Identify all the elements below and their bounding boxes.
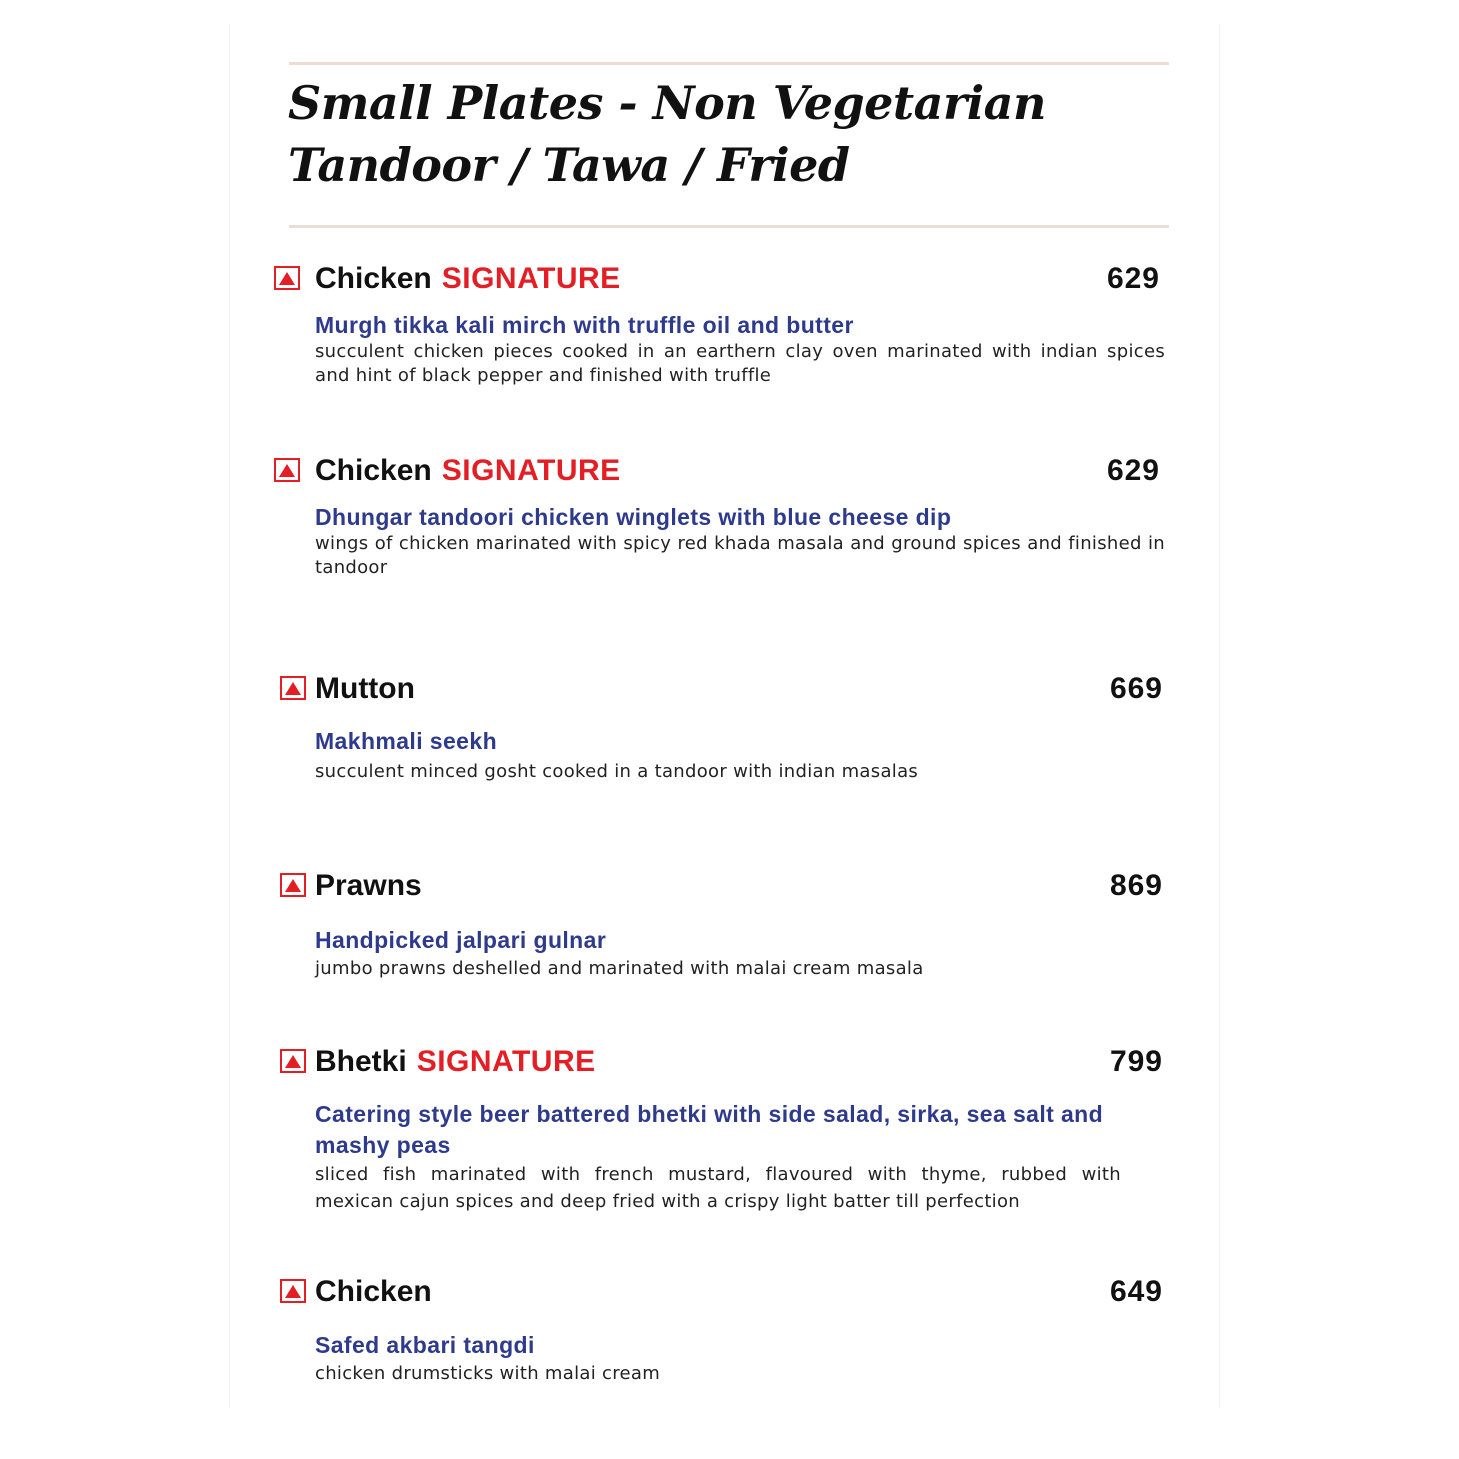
item-price: 649 xyxy=(1109,1275,1163,1308)
dish-name: Murgh tikka kali mirch with truffle oil and butter xyxy=(315,312,854,338)
category-label: Chicken xyxy=(315,454,432,487)
menu-item-header xyxy=(270,454,1170,494)
signature-badge: SIGNATURE xyxy=(441,454,621,487)
page-title-line-1: Small Plates - Non Vegetarian xyxy=(288,76,1046,130)
menu-item-header xyxy=(270,262,1170,302)
menu-item-header xyxy=(270,1045,1170,1085)
dish-name: Dhungar tandoori chicken winglets with blue cheese dip xyxy=(315,504,952,530)
category-label: Bhetki xyxy=(315,1045,407,1078)
item-category: Chicken xyxy=(315,1275,432,1308)
page-title-line-2: Tandoor / Tawa / Fried xyxy=(288,138,850,192)
non-veg-mark-icon xyxy=(274,266,300,290)
dish-description: succulent chicken pieces cooked in an earthern clay oven marinated with indian spices and hint of black pepper and finished with truffle xyxy=(315,341,1165,386)
dish-description: wings of chicken marinated with spicy red khada masala and ground spices and finished in tandoor xyxy=(315,533,1165,578)
non-veg-mark-icon xyxy=(274,458,300,482)
non-veg-mark-icon xyxy=(280,1049,306,1073)
header-top-rule xyxy=(289,62,1169,65)
signature-badge: SIGNATURE xyxy=(416,1045,596,1078)
item-category xyxy=(315,1045,596,1079)
dish-description: chicken drumsticks with malai cream xyxy=(315,1363,661,1384)
header-bottom-rule xyxy=(289,225,1169,228)
item-price: 799 xyxy=(1109,1045,1163,1078)
menu-item xyxy=(270,672,1170,782)
non-veg-mark-icon xyxy=(280,873,306,897)
non-veg-mark-icon xyxy=(280,1279,306,1303)
item-category: Mutton xyxy=(315,672,415,705)
item-price: 629 xyxy=(1106,262,1160,295)
menu-item-header xyxy=(270,672,1170,712)
menu-item xyxy=(270,454,1170,578)
item-category xyxy=(315,454,621,488)
menu-item xyxy=(270,869,1170,979)
item-category xyxy=(315,262,621,296)
dish-description: jumbo prawns deshelled and marinated with malai cream masala xyxy=(315,958,924,979)
item-price: 869 xyxy=(1109,869,1163,902)
dish-name: Handpicked jalpari gulnar xyxy=(315,927,607,953)
dish-description: sliced fish marinated with french mustard, flavoured with thyme, rubbed with mexican cajun spices and deep fried with a crispy light batter till perfection xyxy=(315,1164,1121,1212)
dish-name: Makhmali seekh xyxy=(315,728,498,754)
menu-item-header xyxy=(270,869,1170,909)
item-price: 669 xyxy=(1109,672,1163,705)
non-veg-mark-icon xyxy=(280,676,306,700)
signature-badge: SIGNATURE xyxy=(441,262,621,295)
menu-item xyxy=(270,1045,1170,1212)
dish-name: Catering style beer battered bhetki with side salad, sirka, sea salt and mashy peas xyxy=(315,1101,1104,1158)
dish-name: Safed akbari tangdi xyxy=(315,1332,535,1358)
dish-description: succulent minced gosht cooked in a tandoor with indian masalas xyxy=(315,761,919,782)
menu-item-header xyxy=(270,1275,1170,1315)
category-label: Chicken xyxy=(315,262,432,295)
item-price: 629 xyxy=(1106,454,1160,487)
item-category: Prawns xyxy=(315,869,422,902)
menu-item xyxy=(270,262,1170,386)
menu-item xyxy=(270,1275,1170,1384)
